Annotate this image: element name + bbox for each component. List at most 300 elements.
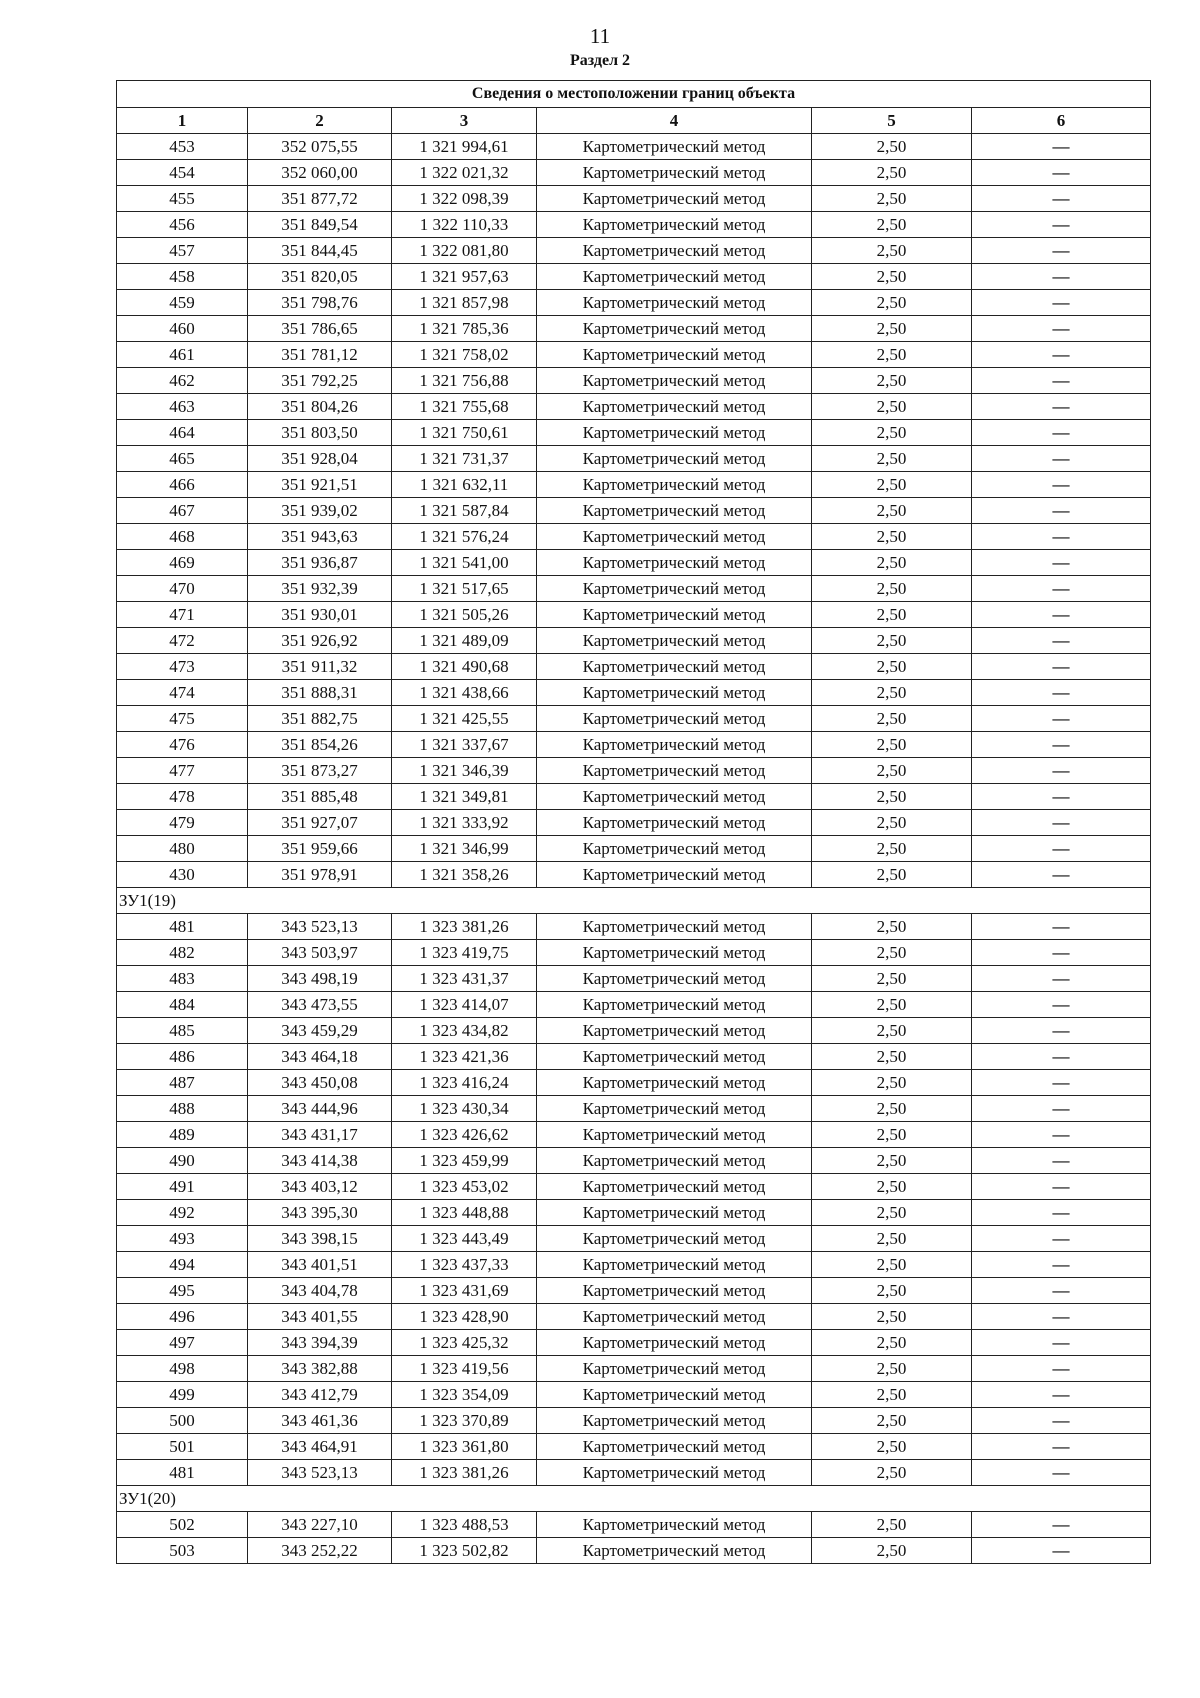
y-coordinate-cell: 1 323 434,82 — [392, 1018, 537, 1044]
group-header-row — [117, 888, 1151, 914]
y-coordinate-cell: 1 323 502,82 — [392, 1538, 537, 1564]
table-row — [117, 524, 1151, 550]
x-coordinate-cell: 351 854,26 — [248, 732, 392, 758]
table-row — [117, 1460, 1151, 1486]
table-row — [117, 810, 1151, 836]
group-label: ЗУ1(19) — [117, 888, 1151, 914]
description-cell: — — [972, 680, 1151, 706]
point-number-cell: 475 — [117, 706, 248, 732]
point-number-cell: 472 — [117, 628, 248, 654]
y-coordinate-cell: 1 323 421,36 — [392, 1044, 537, 1070]
method-cell: Картометрический метод — [537, 758, 812, 784]
accuracy-cell: 2,50 — [812, 238, 972, 264]
method-cell: Картометрический метод — [537, 160, 812, 186]
description-cell: — — [972, 1356, 1151, 1382]
accuracy-cell: 2,50 — [812, 680, 972, 706]
y-coordinate-cell: 1 321 731,37 — [392, 446, 537, 472]
y-coordinate-cell: 1 323 488,53 — [392, 1512, 537, 1538]
x-coordinate-cell: 351 820,05 — [248, 264, 392, 290]
x-coordinate-cell: 343 414,38 — [248, 1148, 392, 1174]
column-header: 4 — [537, 108, 812, 134]
description-cell: — — [972, 1044, 1151, 1070]
description-cell: — — [972, 1538, 1151, 1564]
method-cell: Картометрический метод — [537, 654, 812, 680]
x-coordinate-cell: 351 911,32 — [248, 654, 392, 680]
point-number-cell: 493 — [117, 1226, 248, 1252]
x-coordinate-cell: 351 804,26 — [248, 394, 392, 420]
description-cell: — — [972, 550, 1151, 576]
description-cell: — — [972, 758, 1151, 784]
accuracy-cell: 2,50 — [812, 446, 972, 472]
accuracy-cell: 2,50 — [812, 914, 972, 940]
table-row — [117, 1226, 1151, 1252]
point-number-cell: 474 — [117, 680, 248, 706]
x-coordinate-cell: 343 252,22 — [248, 1538, 392, 1564]
description-cell: — — [972, 316, 1151, 342]
column-header: 6 — [972, 108, 1151, 134]
accuracy-cell: 2,50 — [812, 836, 972, 862]
table-row — [117, 706, 1151, 732]
table-row — [117, 1330, 1151, 1356]
accuracy-cell: 2,50 — [812, 1226, 972, 1252]
accuracy-cell: 2,50 — [812, 1122, 972, 1148]
y-coordinate-cell: 1 323 453,02 — [392, 1174, 537, 1200]
accuracy-cell: 2,50 — [812, 628, 972, 654]
accuracy-cell: 2,50 — [812, 1174, 972, 1200]
y-coordinate-cell: 1 321 857,98 — [392, 290, 537, 316]
table-row — [117, 1434, 1151, 1460]
method-cell: Картометрический метод — [537, 1252, 812, 1278]
table-row — [117, 498, 1151, 524]
accuracy-cell: 2,50 — [812, 1044, 972, 1070]
table-row — [117, 862, 1151, 888]
y-coordinate-cell: 1 323 448,88 — [392, 1200, 537, 1226]
point-number-cell: 496 — [117, 1304, 248, 1330]
accuracy-cell: 2,50 — [812, 1512, 972, 1538]
description-cell: — — [972, 914, 1151, 940]
table-row — [117, 160, 1151, 186]
method-cell: Картометрический метод — [537, 394, 812, 420]
method-cell: Картометрический метод — [537, 264, 812, 290]
description-cell: — — [972, 368, 1151, 394]
accuracy-cell: 2,50 — [812, 1304, 972, 1330]
table-row — [117, 602, 1151, 628]
description-cell: — — [972, 1382, 1151, 1408]
table-row — [117, 446, 1151, 472]
y-coordinate-cell: 1 321 489,09 — [392, 628, 537, 654]
y-coordinate-cell: 1 321 994,61 — [392, 134, 537, 160]
y-coordinate-cell: 1 323 416,24 — [392, 1070, 537, 1096]
x-coordinate-cell: 351 885,48 — [248, 784, 392, 810]
x-coordinate-cell: 343 394,39 — [248, 1330, 392, 1356]
accuracy-cell: 2,50 — [812, 1460, 972, 1486]
y-coordinate-cell: 1 321 541,00 — [392, 550, 537, 576]
description-cell: — — [972, 1278, 1151, 1304]
table-row — [117, 1070, 1151, 1096]
section-title: Раздел 2 — [569, 52, 631, 69]
x-coordinate-cell: 343 523,13 — [248, 914, 392, 940]
x-coordinate-cell: 351 943,63 — [248, 524, 392, 550]
method-cell: Картометрический метод — [537, 446, 812, 472]
y-coordinate-cell: 1 321 957,63 — [392, 264, 537, 290]
table-row — [117, 394, 1151, 420]
table-row — [117, 1512, 1151, 1538]
accuracy-cell: 2,50 — [812, 134, 972, 160]
x-coordinate-cell: 351 873,27 — [248, 758, 392, 784]
point-number-cell: 460 — [117, 316, 248, 342]
description-cell: — — [972, 1174, 1151, 1200]
table-row — [117, 134, 1151, 160]
method-cell: Картометрический метод — [537, 1070, 812, 1096]
method-cell: Картометрический метод — [537, 1382, 812, 1408]
accuracy-cell: 2,50 — [812, 1070, 972, 1096]
point-number-cell: 478 — [117, 784, 248, 810]
method-cell: Картометрический метод — [537, 1538, 812, 1564]
table-row — [117, 1538, 1151, 1564]
column-header: 2 — [248, 108, 392, 134]
method-cell: Картометрический метод — [537, 576, 812, 602]
point-number-cell: 480 — [117, 836, 248, 862]
accuracy-cell: 2,50 — [812, 1408, 972, 1434]
accuracy-cell: 2,50 — [812, 550, 972, 576]
y-coordinate-cell: 1 321 346,39 — [392, 758, 537, 784]
method-cell: Картометрический метод — [537, 862, 812, 888]
table-row — [117, 316, 1151, 342]
accuracy-cell: 2,50 — [812, 394, 972, 420]
accuracy-cell: 2,50 — [812, 290, 972, 316]
method-cell: Картометрический метод — [537, 1408, 812, 1434]
description-cell: — — [972, 862, 1151, 888]
table-row — [117, 1174, 1151, 1200]
method-cell: Картометрический метод — [537, 1018, 812, 1044]
x-coordinate-cell: 343 401,51 — [248, 1252, 392, 1278]
point-number-cell: 458 — [117, 264, 248, 290]
point-number-cell: 455 — [117, 186, 248, 212]
point-number-cell: 492 — [117, 1200, 248, 1226]
method-cell: Картометрический метод — [537, 316, 812, 342]
method-cell: Картометрический метод — [537, 498, 812, 524]
accuracy-cell: 2,50 — [812, 966, 972, 992]
point-number-cell: 479 — [117, 810, 248, 836]
point-number-cell: 494 — [117, 1252, 248, 1278]
description-cell: — — [972, 446, 1151, 472]
y-coordinate-cell: 1 322 081,80 — [392, 238, 537, 264]
point-number-cell: 503 — [117, 1538, 248, 1564]
table-row — [117, 1018, 1151, 1044]
method-cell: Картометрический метод — [537, 940, 812, 966]
x-coordinate-cell: 343 382,88 — [248, 1356, 392, 1382]
x-coordinate-cell: 351 926,92 — [248, 628, 392, 654]
y-coordinate-cell: 1 321 576,24 — [392, 524, 537, 550]
table-row — [117, 732, 1151, 758]
y-coordinate-cell: 1 323 419,56 — [392, 1356, 537, 1382]
point-number-cell: 463 — [117, 394, 248, 420]
description-cell: — — [972, 160, 1151, 186]
x-coordinate-cell: 351 921,51 — [248, 472, 392, 498]
boundary-coordinates-table — [116, 80, 1151, 1564]
point-number-cell: 488 — [117, 1096, 248, 1122]
table-row — [117, 1278, 1151, 1304]
x-coordinate-cell: 343 431,17 — [248, 1122, 392, 1148]
point-number-cell: 461 — [117, 342, 248, 368]
table-row — [117, 758, 1151, 784]
description-cell: — — [972, 472, 1151, 498]
method-cell: Картометрический метод — [537, 238, 812, 264]
y-coordinate-cell: 1 323 437,33 — [392, 1252, 537, 1278]
method-cell: Картометрический метод — [537, 1460, 812, 1486]
description-cell: — — [972, 342, 1151, 368]
description-cell: — — [972, 1252, 1151, 1278]
method-cell: Картометрический метод — [537, 1148, 812, 1174]
table-row — [117, 1382, 1151, 1408]
method-cell: Картометрический метод — [537, 472, 812, 498]
method-cell: Картометрический метод — [537, 1434, 812, 1460]
x-coordinate-cell: 343 403,12 — [248, 1174, 392, 1200]
accuracy-cell: 2,50 — [812, 1330, 972, 1356]
description-cell: — — [972, 654, 1151, 680]
description-cell: — — [972, 394, 1151, 420]
description-cell: — — [972, 524, 1151, 550]
point-number-cell: 468 — [117, 524, 248, 550]
point-number-cell: 483 — [117, 966, 248, 992]
accuracy-cell: 2,50 — [812, 1018, 972, 1044]
y-coordinate-cell: 1 321 587,84 — [392, 498, 537, 524]
y-coordinate-cell: 1 323 381,26 — [392, 1460, 537, 1486]
x-coordinate-cell: 351 932,39 — [248, 576, 392, 602]
description-cell: — — [972, 628, 1151, 654]
method-cell: Картометрический метод — [537, 628, 812, 654]
table-row — [117, 1408, 1151, 1434]
point-number-cell: 498 — [117, 1356, 248, 1382]
point-number-cell: 491 — [117, 1174, 248, 1200]
description-cell: — — [972, 706, 1151, 732]
x-coordinate-cell: 351 959,66 — [248, 836, 392, 862]
point-number-cell: 497 — [117, 1330, 248, 1356]
accuracy-cell: 2,50 — [812, 602, 972, 628]
method-cell: Картометрический метод — [537, 706, 812, 732]
table-row — [117, 1044, 1151, 1070]
description-cell: — — [972, 1070, 1151, 1096]
point-number-cell: 462 — [117, 368, 248, 394]
y-coordinate-cell: 1 321 425,55 — [392, 706, 537, 732]
method-cell: Картометрический метод — [537, 1356, 812, 1382]
x-coordinate-cell: 351 978,91 — [248, 862, 392, 888]
table-row — [117, 1304, 1151, 1330]
description-cell: — — [972, 1434, 1151, 1460]
x-coordinate-cell: 343 464,18 — [248, 1044, 392, 1070]
method-cell: Картометрический метод — [537, 1096, 812, 1122]
y-coordinate-cell: 1 321 490,68 — [392, 654, 537, 680]
point-number-cell: 485 — [117, 1018, 248, 1044]
description-cell: — — [972, 810, 1151, 836]
table-row — [117, 836, 1151, 862]
y-coordinate-cell: 1 323 361,80 — [392, 1434, 537, 1460]
method-cell: Картометрический метод — [537, 212, 812, 238]
accuracy-cell: 2,50 — [812, 706, 972, 732]
point-number-cell: 482 — [117, 940, 248, 966]
point-number-cell: 457 — [117, 238, 248, 264]
method-cell: Картометрический метод — [537, 602, 812, 628]
description-cell: — — [972, 498, 1151, 524]
point-number-cell: 466 — [117, 472, 248, 498]
accuracy-cell: 2,50 — [812, 420, 972, 446]
description-cell: — — [972, 264, 1151, 290]
method-cell: Картометрический метод — [537, 992, 812, 1018]
table-row — [117, 1356, 1151, 1382]
x-coordinate-cell: 343 473,55 — [248, 992, 392, 1018]
y-coordinate-cell: 1 323 430,34 — [392, 1096, 537, 1122]
method-cell: Картометрический метод — [537, 810, 812, 836]
description-cell: — — [972, 420, 1151, 446]
description-cell: — — [972, 290, 1151, 316]
y-coordinate-cell: 1 323 419,75 — [392, 940, 537, 966]
description-cell: — — [972, 1096, 1151, 1122]
method-cell: Картометрический метод — [537, 550, 812, 576]
y-coordinate-cell: 1 323 381,26 — [392, 914, 537, 940]
point-number-cell: 489 — [117, 1122, 248, 1148]
x-coordinate-cell: 343 498,19 — [248, 966, 392, 992]
x-coordinate-cell: 352 060,00 — [248, 160, 392, 186]
accuracy-cell: 2,50 — [812, 1096, 972, 1122]
description-cell: — — [972, 940, 1151, 966]
method-cell: Картометрический метод — [537, 1226, 812, 1252]
x-coordinate-cell: 343 444,96 — [248, 1096, 392, 1122]
method-cell: Картометрический метод — [537, 368, 812, 394]
method-cell: Картометрический метод — [537, 134, 812, 160]
table-row — [117, 628, 1151, 654]
x-coordinate-cell: 351 849,54 — [248, 212, 392, 238]
description-cell: — — [972, 212, 1151, 238]
table-row — [117, 914, 1151, 940]
method-cell: Картометрический метод — [537, 966, 812, 992]
y-coordinate-cell: 1 323 354,09 — [392, 1382, 537, 1408]
method-cell: Картометрический метод — [537, 524, 812, 550]
method-cell: Картометрический метод — [537, 1174, 812, 1200]
description-cell: — — [972, 1304, 1151, 1330]
y-coordinate-cell: 1 323 425,32 — [392, 1330, 537, 1356]
point-number-cell: 464 — [117, 420, 248, 446]
accuracy-cell: 2,50 — [812, 1278, 972, 1304]
accuracy-cell: 2,50 — [812, 758, 972, 784]
accuracy-cell: 2,50 — [812, 810, 972, 836]
accuracy-cell: 2,50 — [812, 472, 972, 498]
method-cell: Картометрический метод — [537, 420, 812, 446]
accuracy-cell: 2,50 — [812, 992, 972, 1018]
accuracy-cell: 2,50 — [812, 654, 972, 680]
method-cell: Картометрический метод — [537, 1512, 812, 1538]
table-row — [117, 472, 1151, 498]
table-row — [117, 238, 1151, 264]
method-cell: Картометрический метод — [537, 1304, 812, 1330]
description-cell: — — [972, 602, 1151, 628]
y-coordinate-cell: 1 322 098,39 — [392, 186, 537, 212]
point-number-cell: 473 — [117, 654, 248, 680]
description-cell: — — [972, 238, 1151, 264]
y-coordinate-cell: 1 321 750,61 — [392, 420, 537, 446]
y-coordinate-cell: 1 321 758,02 — [392, 342, 537, 368]
description-cell: — — [972, 1330, 1151, 1356]
accuracy-cell: 2,50 — [812, 264, 972, 290]
y-coordinate-cell: 1 323 370,89 — [392, 1408, 537, 1434]
table-row — [117, 784, 1151, 810]
point-number-cell: 481 — [117, 914, 248, 940]
y-coordinate-cell: 1 321 785,36 — [392, 316, 537, 342]
point-number-cell: 453 — [117, 134, 248, 160]
accuracy-cell: 2,50 — [812, 1148, 972, 1174]
table-row — [117, 264, 1151, 290]
table-row — [117, 342, 1151, 368]
table-row — [117, 186, 1151, 212]
x-coordinate-cell: 351 928,04 — [248, 446, 392, 472]
point-number-cell: 456 — [117, 212, 248, 238]
y-coordinate-cell: 1 322 021,32 — [392, 160, 537, 186]
y-coordinate-cell: 1 321 358,26 — [392, 862, 537, 888]
x-coordinate-cell: 343 412,79 — [248, 1382, 392, 1408]
point-number-cell: 495 — [117, 1278, 248, 1304]
x-coordinate-cell: 351 882,75 — [248, 706, 392, 732]
accuracy-cell: 2,50 — [812, 576, 972, 602]
description-cell: — — [972, 1512, 1151, 1538]
table-row — [117, 654, 1151, 680]
accuracy-cell: 2,50 — [812, 368, 972, 394]
table-row — [117, 680, 1151, 706]
y-coordinate-cell: 1 321 756,88 — [392, 368, 537, 394]
y-coordinate-cell: 1 323 443,49 — [392, 1226, 537, 1252]
method-cell: Картометрический метод — [537, 1044, 812, 1070]
method-cell: Картометрический метод — [537, 1330, 812, 1356]
description-cell: — — [972, 1122, 1151, 1148]
point-number-cell: 481 — [117, 1460, 248, 1486]
point-number-cell: 486 — [117, 1044, 248, 1070]
point-number-cell: 465 — [117, 446, 248, 472]
x-coordinate-cell: 351 927,07 — [248, 810, 392, 836]
description-cell: — — [972, 134, 1151, 160]
table-row — [117, 420, 1151, 446]
description-cell: — — [972, 1408, 1151, 1434]
x-coordinate-cell: 351 798,76 — [248, 290, 392, 316]
accuracy-cell: 2,50 — [812, 1382, 972, 1408]
y-coordinate-cell: 1 323 428,90 — [392, 1304, 537, 1330]
description-cell: — — [972, 1226, 1151, 1252]
description-cell: — — [972, 992, 1151, 1018]
y-coordinate-cell: 1 323 459,99 — [392, 1148, 537, 1174]
y-coordinate-cell: 1 321 505,26 — [392, 602, 537, 628]
point-number-cell: 469 — [117, 550, 248, 576]
method-cell: Картометрический метод — [537, 1122, 812, 1148]
x-coordinate-cell: 343 398,15 — [248, 1226, 392, 1252]
x-coordinate-cell: 343 395,30 — [248, 1200, 392, 1226]
point-number-cell: 490 — [117, 1148, 248, 1174]
y-coordinate-cell: 1 321 337,67 — [392, 732, 537, 758]
y-coordinate-cell: 1 321 632,11 — [392, 472, 537, 498]
method-cell: Картометрический метод — [537, 836, 812, 862]
y-coordinate-cell: 1 323 426,62 — [392, 1122, 537, 1148]
y-coordinate-cell: 1 321 517,65 — [392, 576, 537, 602]
point-number-cell: 477 — [117, 758, 248, 784]
point-number-cell: 487 — [117, 1070, 248, 1096]
description-cell: — — [972, 966, 1151, 992]
description-cell: — — [972, 576, 1151, 602]
x-coordinate-cell: 343 401,55 — [248, 1304, 392, 1330]
accuracy-cell: 2,50 — [812, 1356, 972, 1382]
x-coordinate-cell: 351 781,12 — [248, 342, 392, 368]
accuracy-cell: 2,50 — [812, 862, 972, 888]
point-number-cell: 467 — [117, 498, 248, 524]
table-caption-row — [117, 81, 1151, 108]
accuracy-cell: 2,50 — [812, 212, 972, 238]
table-row — [117, 1200, 1151, 1226]
accuracy-cell: 2,50 — [812, 1538, 972, 1564]
